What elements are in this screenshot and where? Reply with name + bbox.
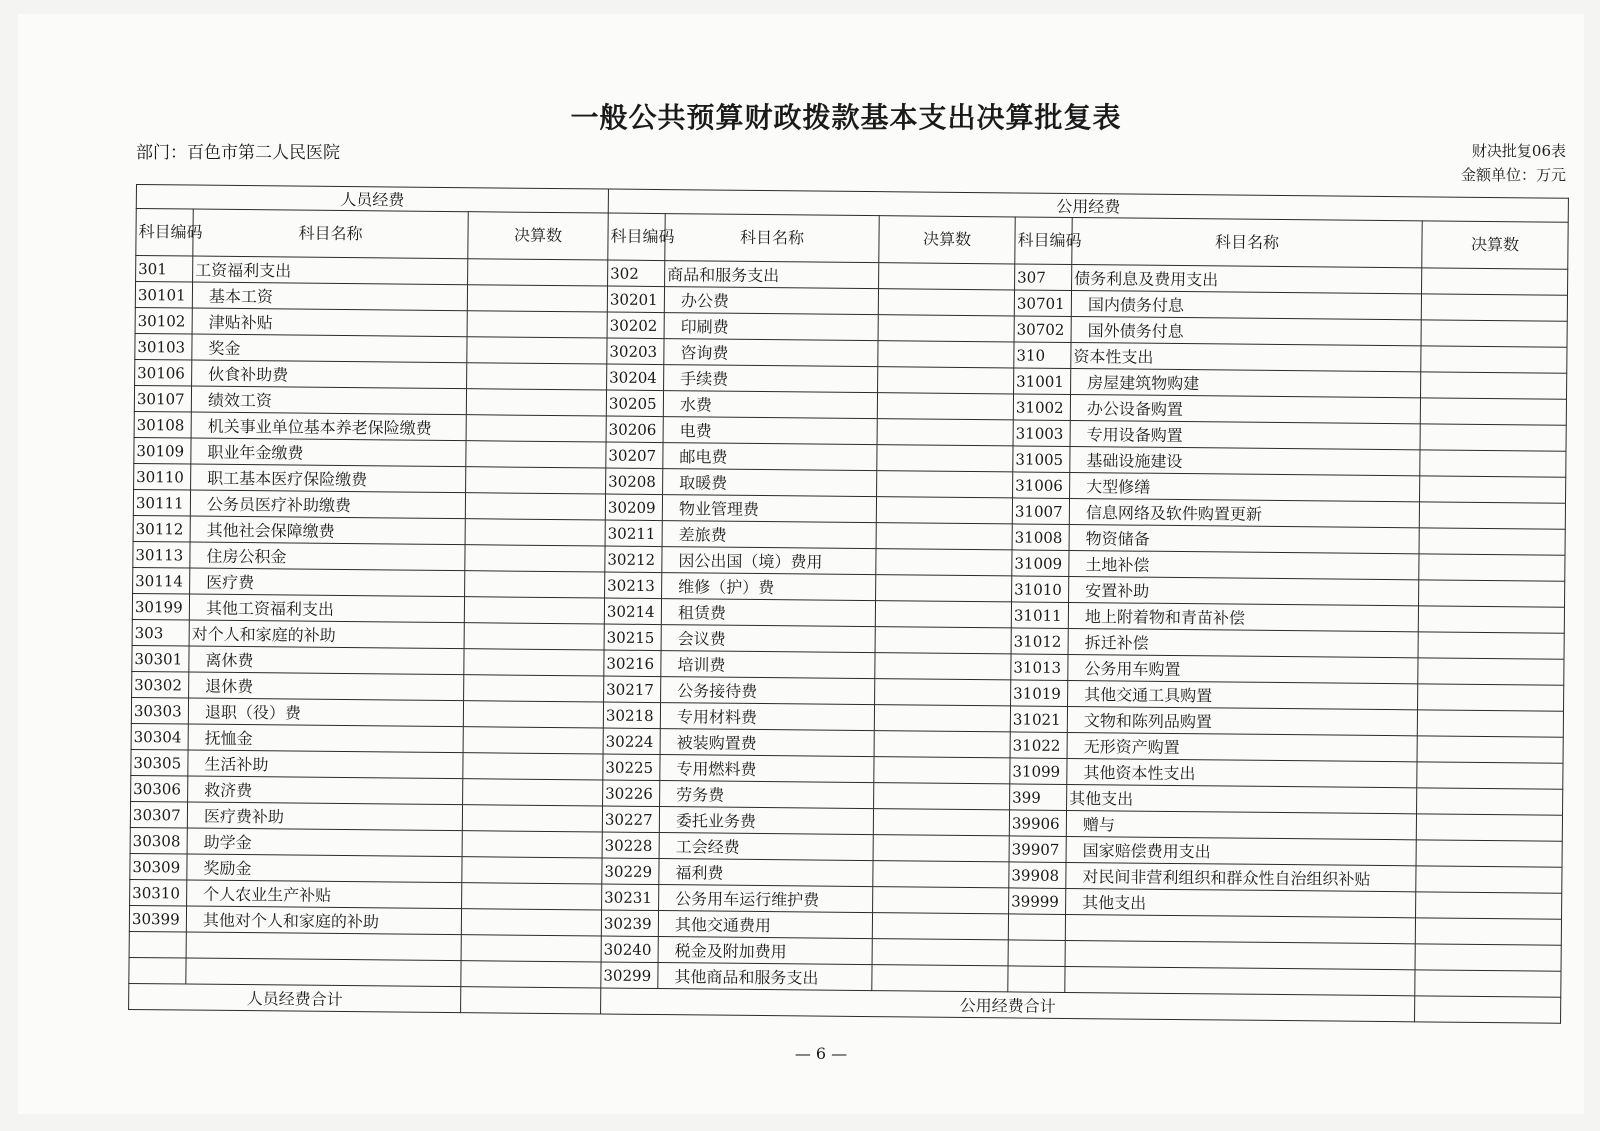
personnel-amount-cell bbox=[466, 389, 606, 416]
public-a-name-cell: 电费 bbox=[663, 417, 877, 445]
personnel-amount-cell bbox=[465, 545, 605, 572]
public-a-amount-cell bbox=[874, 783, 1010, 810]
personnel-amount-cell bbox=[462, 883, 602, 910]
public-b-code-cell: 31007 bbox=[1012, 498, 1069, 525]
public-a-name-cell: 印刷费 bbox=[664, 313, 878, 341]
public-b-name-cell: 其他支出 bbox=[1066, 888, 1416, 917]
budget-table bbox=[128, 184, 1569, 1024]
personnel-code-cell: 30101 bbox=[135, 282, 192, 309]
public-a-amount-cell bbox=[873, 861, 1009, 888]
public-b-amount-cell bbox=[1415, 970, 1561, 997]
public-b-code-cell bbox=[1008, 940, 1065, 967]
personnel-name-cell: 医疗费 bbox=[190, 568, 465, 597]
public-a-amount-cell bbox=[872, 965, 1008, 992]
amount-header: 决算数 bbox=[468, 212, 608, 260]
table-wrapper bbox=[128, 184, 1568, 1024]
personnel-amount-cell bbox=[463, 753, 603, 780]
public-a-name-cell: 维修（护）费 bbox=[662, 573, 876, 601]
public-b-code-cell: 31010 bbox=[1012, 576, 1069, 603]
public-a-name-cell: 工会经费 bbox=[659, 833, 873, 861]
personnel-name-cell: 津贴补贴 bbox=[192, 308, 467, 337]
public-b-amount-cell bbox=[1421, 346, 1567, 373]
public-b-code-cell: 310 bbox=[1014, 342, 1071, 369]
public-b-code-cell bbox=[1008, 914, 1065, 941]
public-b-code-cell: 31005 bbox=[1013, 446, 1070, 473]
public-a-code-cell: 30239 bbox=[601, 910, 658, 937]
personnel-amount-cell bbox=[467, 363, 607, 390]
public-b-amount-cell bbox=[1416, 892, 1562, 919]
public-b-amount-cell bbox=[1418, 632, 1564, 659]
personnel-code-cell: 30110 bbox=[134, 463, 191, 490]
public-b-amount-cell bbox=[1421, 372, 1567, 399]
public-a-name-cell: 咨询费 bbox=[664, 339, 878, 367]
form-number: 财决批复06表 bbox=[1471, 142, 1566, 160]
public-a-amount-cell bbox=[877, 419, 1013, 446]
personnel-amount-cell bbox=[462, 805, 602, 832]
name-header: 科目名称 bbox=[665, 214, 879, 263]
public-b-code-cell: 31003 bbox=[1013, 420, 1070, 447]
public-b-name-cell: 债务利息及费用支出 bbox=[1072, 264, 1422, 293]
public-a-name-cell: 其他商品和服务支出 bbox=[658, 963, 872, 991]
personnel-name-cell bbox=[186, 932, 461, 961]
public-b-amount-cell bbox=[1420, 398, 1566, 425]
public-b-amount-cell bbox=[1421, 294, 1567, 321]
personnel-name-cell: 奖励金 bbox=[187, 854, 462, 883]
public-b-amount-cell bbox=[1418, 658, 1564, 685]
public-b-name-cell bbox=[1065, 940, 1415, 969]
public-a-name-cell: 物业管理费 bbox=[662, 495, 876, 523]
personnel-amount-cell bbox=[466, 415, 606, 442]
code-header: 科目编码 bbox=[1015, 217, 1072, 265]
public-b-name-cell: 国内债务付息 bbox=[1071, 290, 1421, 319]
public-a-amount-cell bbox=[875, 601, 1011, 628]
public-a-code-cell: 30225 bbox=[603, 754, 660, 781]
personnel-name-cell: 其他社会保障缴费 bbox=[190, 516, 465, 545]
public-b-name-cell: 公务用车购置 bbox=[1068, 654, 1418, 683]
public-a-amount-cell bbox=[875, 653, 1011, 680]
personnel-code-cell: 30302 bbox=[132, 671, 189, 698]
public-a-code-cell: 30211 bbox=[605, 520, 662, 547]
public-b-code-cell: 39907 bbox=[1009, 836, 1066, 863]
document-page bbox=[18, 14, 1584, 1114]
public-a-amount-cell bbox=[879, 263, 1015, 290]
personnel-group-header: 人员经费 bbox=[136, 185, 608, 214]
public-a-code-cell: 30228 bbox=[602, 832, 659, 859]
public-b-name-cell: 房屋建筑物购建 bbox=[1071, 368, 1421, 397]
personnel-code-cell bbox=[129, 957, 186, 984]
public-a-code-cell: 30204 bbox=[607, 364, 664, 391]
personnel-name-cell: 退休费 bbox=[189, 672, 464, 701]
personnel-name-cell: 助学金 bbox=[187, 828, 462, 857]
public-b-name-cell: 办公设备购置 bbox=[1070, 394, 1420, 423]
public-a-amount-cell bbox=[878, 315, 1014, 342]
public-a-name-cell: 水费 bbox=[663, 391, 877, 419]
personnel-amount-cell bbox=[463, 701, 603, 728]
public-a-name-cell: 办公费 bbox=[664, 287, 878, 315]
public-a-code-cell: 30231 bbox=[602, 884, 659, 911]
public-total-label: 公用经费合计 bbox=[601, 988, 1415, 1022]
personnel-code-cell: 30107 bbox=[134, 385, 191, 412]
public-a-code-cell: 30212 bbox=[605, 546, 662, 573]
public-a-name-cell: 税金及附加费用 bbox=[658, 937, 872, 965]
public-a-amount-cell bbox=[874, 731, 1010, 758]
personnel-code-cell: 30102 bbox=[135, 307, 192, 334]
personnel-name-cell: 工资福利支出 bbox=[193, 256, 468, 285]
personnel-amount-cell bbox=[463, 779, 603, 806]
personnel-name-cell: 其他对个人和家庭的补助 bbox=[186, 906, 461, 935]
personnel-code-cell: 30111 bbox=[133, 489, 190, 516]
public-a-amount-cell bbox=[876, 523, 1012, 550]
public-b-code-cell: 39906 bbox=[1009, 810, 1066, 837]
public-a-code-cell: 30206 bbox=[606, 416, 663, 443]
public-a-code-cell: 30203 bbox=[607, 338, 664, 365]
personnel-amount-cell bbox=[468, 259, 608, 286]
personnel-code-cell: 30306 bbox=[131, 775, 188, 802]
public-b-name-cell: 国外债务付息 bbox=[1071, 316, 1421, 345]
public-b-amount-cell bbox=[1419, 580, 1565, 607]
public-a-code-cell: 30214 bbox=[604, 598, 661, 625]
personnel-name-cell: 抚恤金 bbox=[188, 724, 463, 753]
public-b-code-cell: 31021 bbox=[1010, 706, 1067, 733]
public-a-name-cell: 福利费 bbox=[659, 859, 873, 887]
amount-unit: 金额单位：万元 bbox=[1460, 166, 1566, 184]
public-b-code-cell: 31019 bbox=[1011, 680, 1068, 707]
public-b-code-cell: 31009 bbox=[1012, 550, 1069, 577]
public-b-amount-cell bbox=[1417, 788, 1563, 815]
public-b-amount-cell bbox=[1418, 606, 1564, 633]
public-b-code-cell: 31012 bbox=[1011, 628, 1068, 655]
personnel-name-cell: 基本工资 bbox=[192, 282, 467, 311]
public-a-name-cell: 其他交通费用 bbox=[658, 911, 872, 939]
public-a-name-cell: 因公出国（境）费用 bbox=[662, 547, 876, 575]
public-a-amount-cell bbox=[873, 809, 1009, 836]
public-a-code-cell: 30207 bbox=[606, 442, 663, 469]
public-b-name-cell: 地上附着物和青苗补偿 bbox=[1068, 602, 1418, 631]
personnel-name-cell: 机关事业单位基本养老保险缴费 bbox=[191, 412, 466, 441]
public-a-amount-cell bbox=[875, 627, 1011, 654]
public-a-name-cell: 委托业务费 bbox=[659, 807, 873, 835]
public-a-code-cell: 30202 bbox=[607, 312, 664, 339]
public-b-name-cell: 基础设施建设 bbox=[1070, 446, 1420, 475]
personnel-code-cell: 30103 bbox=[135, 333, 192, 360]
personnel-code-cell: 30310 bbox=[130, 879, 187, 906]
personnel-total-amount bbox=[461, 987, 601, 1014]
public-a-amount-cell bbox=[872, 913, 1008, 940]
public-a-amount-cell bbox=[874, 705, 1010, 732]
personnel-amount-cell bbox=[465, 493, 605, 520]
public-b-amount-cell bbox=[1416, 866, 1562, 893]
public-b-code-cell: 39999 bbox=[1009, 888, 1066, 915]
public-a-code-cell: 30226 bbox=[603, 780, 660, 807]
personnel-name-cell: 离休费 bbox=[189, 646, 464, 675]
personnel-amount-cell bbox=[461, 909, 601, 936]
personnel-amount-cell bbox=[466, 467, 606, 494]
public-a-code-cell: 30208 bbox=[606, 468, 663, 495]
personnel-code-cell: 30305 bbox=[131, 749, 188, 776]
public-a-amount-cell bbox=[873, 887, 1009, 914]
public-b-code-cell: 31011 bbox=[1011, 602, 1068, 629]
personnel-name-cell: 医疗费补助 bbox=[187, 802, 462, 831]
personnel-name-cell: 住房公积金 bbox=[190, 542, 465, 571]
public-b-name-cell: 国家赔偿费用支出 bbox=[1066, 836, 1416, 865]
public-a-amount-cell bbox=[877, 471, 1013, 498]
public-b-name-cell: 对民间非营利组织和群众性自治组织补贴 bbox=[1066, 862, 1416, 891]
public-b-code-cell bbox=[1008, 966, 1065, 993]
personnel-name-cell: 其他工资福利支出 bbox=[189, 594, 464, 623]
public-b-amount-cell bbox=[1420, 476, 1566, 503]
public-b-code-cell: 31001 bbox=[1014, 368, 1071, 395]
name-header: 科目名称 bbox=[1072, 217, 1422, 267]
public-b-name-cell bbox=[1065, 966, 1415, 995]
personnel-name-cell: 绩效工资 bbox=[191, 386, 466, 415]
personnel-amount-cell bbox=[463, 727, 603, 754]
department-label: 部门：百色市第二人民医院 bbox=[136, 143, 340, 163]
public-b-code-cell: 31022 bbox=[1010, 732, 1067, 759]
public-a-code-cell: 30216 bbox=[604, 650, 661, 677]
personnel-code-cell: 30113 bbox=[133, 541, 190, 568]
public-a-amount-cell bbox=[878, 289, 1014, 316]
public-b-amount-cell bbox=[1417, 710, 1563, 737]
personnel-amount-cell bbox=[462, 857, 602, 884]
public-b-amount-cell bbox=[1421, 320, 1567, 347]
personnel-total-label: 人员经费合计 bbox=[129, 983, 461, 1012]
public-b-amount-cell bbox=[1415, 944, 1561, 971]
public-b-code-cell: 30702 bbox=[1014, 316, 1071, 343]
public-b-name-cell: 土地补偿 bbox=[1069, 550, 1419, 579]
public-b-name-cell: 文物和陈列品购置 bbox=[1067, 706, 1417, 735]
name-header: 科目名称 bbox=[193, 209, 468, 259]
public-a-amount-cell bbox=[875, 679, 1011, 706]
public-b-amount-cell bbox=[1420, 424, 1566, 451]
public-a-amount-cell bbox=[874, 757, 1010, 784]
public-a-name-cell: 取暖费 bbox=[663, 469, 877, 497]
public-total-amount bbox=[1415, 996, 1561, 1023]
public-b-name-cell: 其他资本性支出 bbox=[1067, 758, 1417, 787]
public-b-name-cell: 专用设备购置 bbox=[1070, 420, 1420, 449]
public-b-code-cell: 30701 bbox=[1014, 290, 1071, 317]
public-a-code-cell: 30224 bbox=[603, 728, 660, 755]
public-b-name-cell: 物资储备 bbox=[1069, 524, 1419, 553]
personnel-amount-cell bbox=[464, 597, 604, 624]
public-a-code-cell: 30229 bbox=[602, 858, 659, 885]
personnel-code-cell: 30114 bbox=[133, 567, 190, 594]
personnel-code-cell: 30304 bbox=[131, 723, 188, 750]
public-a-amount-cell bbox=[878, 367, 1014, 394]
public-a-amount-cell bbox=[876, 497, 1012, 524]
public-b-amount-cell bbox=[1415, 918, 1561, 945]
public-b-amount-cell bbox=[1419, 554, 1565, 581]
public-a-code-cell: 30227 bbox=[602, 806, 659, 833]
public-b-name-cell: 资本性支出 bbox=[1071, 342, 1421, 371]
public-a-name-cell: 专用材料费 bbox=[660, 703, 874, 731]
public-a-amount-cell bbox=[878, 341, 1014, 368]
table-body bbox=[129, 256, 1568, 998]
public-a-name-cell: 专用燃料费 bbox=[660, 755, 874, 783]
public-b-name-cell: 其他支出 bbox=[1067, 784, 1417, 813]
public-a-name-cell: 培训费 bbox=[661, 651, 875, 679]
personnel-amount-cell bbox=[461, 935, 601, 962]
public-a-name-cell: 劳务费 bbox=[660, 781, 874, 809]
public-a-name-cell: 被装购置费 bbox=[660, 729, 874, 757]
public-a-amount-cell bbox=[876, 549, 1012, 576]
public-a-code-cell: 30213 bbox=[605, 572, 662, 599]
public-a-name-cell: 邮电费 bbox=[663, 443, 877, 471]
public-b-code-cell: 399 bbox=[1010, 784, 1067, 811]
public-b-amount-cell bbox=[1417, 762, 1563, 789]
amount-header: 决算数 bbox=[1422, 221, 1568, 269]
personnel-name-cell: 职业年金缴费 bbox=[191, 438, 466, 467]
personnel-code-cell: 30303 bbox=[131, 697, 188, 724]
public-a-amount-cell bbox=[877, 393, 1013, 420]
public-group-header: 公用经费 bbox=[608, 189, 1568, 222]
public-b-amount-cell bbox=[1422, 268, 1568, 295]
public-a-code-cell: 30240 bbox=[601, 936, 658, 963]
personnel-code-cell: 30108 bbox=[134, 411, 191, 438]
personnel-amount-cell bbox=[467, 311, 607, 338]
personnel-code-cell: 303 bbox=[132, 619, 189, 646]
public-a-code-cell: 30218 bbox=[603, 702, 660, 729]
public-b-amount-cell bbox=[1416, 840, 1562, 867]
public-b-code-cell: 31006 bbox=[1013, 472, 1070, 499]
personnel-name-cell: 个人农业生产补贴 bbox=[187, 880, 462, 909]
personnel-name-cell: 退职（役）费 bbox=[188, 698, 463, 727]
public-a-code-cell: 30217 bbox=[604, 676, 661, 703]
personnel-code-cell bbox=[129, 931, 186, 958]
public-b-name-cell: 信息网络及软件购置更新 bbox=[1069, 498, 1419, 527]
personnel-code-cell: 30106 bbox=[135, 359, 192, 386]
personnel-name-cell: 生活补助 bbox=[188, 750, 463, 779]
personnel-code-cell: 301 bbox=[136, 256, 193, 283]
public-a-name-cell: 公务接待费 bbox=[661, 677, 875, 705]
public-b-code-cell: 31013 bbox=[1011, 654, 1068, 681]
public-b-code-cell: 31099 bbox=[1010, 758, 1067, 785]
code-header: 科目编码 bbox=[608, 213, 665, 261]
personnel-amount-cell bbox=[464, 649, 604, 676]
personnel-code-cell: 30301 bbox=[132, 645, 189, 672]
personnel-name-cell: 职工基本医疗保险缴费 bbox=[191, 464, 466, 493]
public-b-amount-cell bbox=[1417, 736, 1563, 763]
public-b-name-cell: 大型修缮 bbox=[1070, 472, 1420, 501]
personnel-name-cell: 奖金 bbox=[192, 334, 467, 363]
public-b-amount-cell bbox=[1420, 450, 1566, 477]
public-b-code-cell: 31002 bbox=[1013, 394, 1070, 421]
public-a-name-cell: 商品和服务支出 bbox=[665, 261, 879, 289]
public-a-code-cell: 30201 bbox=[607, 286, 664, 313]
amount-header: 决算数 bbox=[879, 216, 1015, 264]
code-header: 科目编码 bbox=[136, 209, 193, 257]
public-b-name-cell bbox=[1065, 914, 1415, 943]
public-a-code-cell: 302 bbox=[608, 260, 665, 287]
personnel-code-cell: 30399 bbox=[129, 905, 186, 932]
public-a-name-cell: 会议费 bbox=[661, 625, 875, 653]
public-b-name-cell: 安置补助 bbox=[1069, 576, 1419, 605]
personnel-name-cell: 伙食补助费 bbox=[192, 360, 467, 389]
public-a-name-cell: 差旅费 bbox=[662, 521, 876, 549]
public-a-code-cell: 30205 bbox=[606, 390, 663, 417]
personnel-amount-cell bbox=[461, 961, 601, 988]
public-a-name-cell: 手续费 bbox=[664, 365, 878, 393]
public-b-amount-cell bbox=[1419, 528, 1565, 555]
public-b-name-cell: 赠与 bbox=[1066, 810, 1416, 839]
personnel-amount-cell bbox=[465, 519, 605, 546]
public-b-code-cell: 39908 bbox=[1009, 862, 1066, 889]
public-b-code-cell: 307 bbox=[1015, 264, 1072, 291]
public-b-name-cell: 其他交通工具购置 bbox=[1068, 680, 1418, 709]
personnel-amount-cell bbox=[465, 571, 605, 598]
public-a-amount-cell bbox=[876, 575, 1012, 602]
public-b-amount-cell bbox=[1419, 502, 1565, 529]
public-a-amount-cell bbox=[877, 445, 1013, 472]
personnel-code-cell: 30309 bbox=[130, 853, 187, 880]
page-title: 一般公共预算财政拨款基本支出决算批复表 bbox=[570, 101, 1122, 134]
personnel-name-cell bbox=[186, 958, 461, 987]
public-b-name-cell: 拆迁补偿 bbox=[1068, 628, 1418, 657]
page-number: — 6 — bbox=[794, 1044, 848, 1063]
public-b-code-cell: 31008 bbox=[1012, 524, 1069, 551]
personnel-name-cell: 公务员医疗补助缴费 bbox=[190, 490, 465, 519]
personnel-amount-cell bbox=[466, 441, 606, 468]
personnel-amount-cell bbox=[462, 831, 602, 858]
public-a-code-cell: 30215 bbox=[604, 624, 661, 651]
personnel-name-cell: 对个人和家庭的补助 bbox=[189, 620, 464, 649]
personnel-amount-cell bbox=[464, 675, 604, 702]
public-a-amount-cell bbox=[873, 835, 1009, 862]
public-a-amount-cell bbox=[872, 939, 1008, 966]
public-a-name-cell: 公务用车运行维护费 bbox=[659, 885, 873, 913]
personnel-code-cell: 30112 bbox=[133, 515, 190, 542]
public-b-amount-cell bbox=[1418, 684, 1564, 711]
personnel-code-cell: 30109 bbox=[134, 437, 191, 464]
personnel-code-cell: 30308 bbox=[130, 827, 187, 854]
public-a-code-cell: 30299 bbox=[601, 962, 658, 989]
public-a-name-cell: 租赁费 bbox=[661, 599, 875, 627]
personnel-amount-cell bbox=[467, 285, 607, 312]
public-a-code-cell: 30209 bbox=[605, 494, 662, 521]
public-b-name-cell: 无形资产购置 bbox=[1067, 732, 1417, 761]
personnel-amount-cell bbox=[467, 337, 607, 364]
personnel-amount-cell bbox=[464, 623, 604, 650]
personnel-code-cell: 30199 bbox=[132, 593, 189, 620]
personnel-code-cell: 30307 bbox=[130, 801, 187, 828]
personnel-name-cell: 救济费 bbox=[188, 776, 463, 805]
public-b-amount-cell bbox=[1416, 814, 1562, 841]
